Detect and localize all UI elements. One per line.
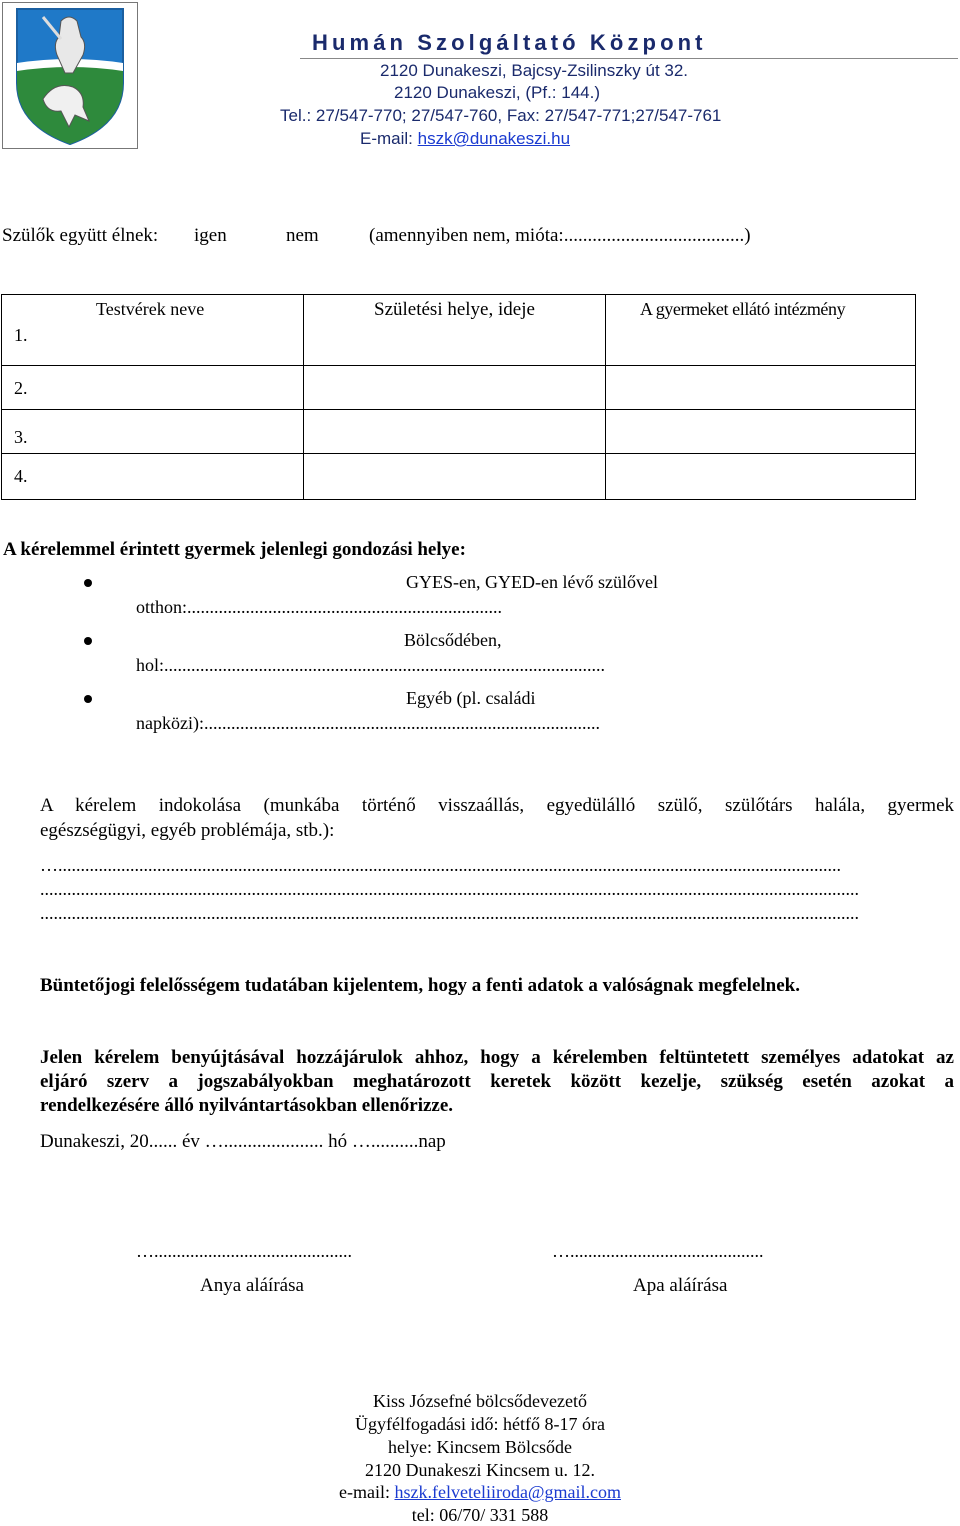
father-signature-line[interactable]: …...........................................: [552, 1241, 764, 1261]
phone-fax-line: Tel.: 27/547-770; 27/547-760, Fax: 27/547-771;27/547-761: [280, 106, 722, 125]
email-line: [360, 129, 570, 149]
criminal-liability-declaration: Büntetőjogi felelősségem tudatában kijelentem, hogy a fenti adatok a valóságnak megfelelnek.: [40, 975, 800, 996]
table-cell[interactable]: [606, 295, 916, 366]
header-sibling-name: Testvérek neve: [96, 299, 205, 319]
footer-email-label: e-mail:: [339, 1482, 395, 1502]
address-pobox: 2120 Dunakeszi, (Pf.: 144.): [394, 83, 601, 102]
justification-line-2: egészségügyi, egyéb problémája, stb.):: [40, 820, 335, 841]
table-row: [2, 295, 916, 366]
option-no[interactable]: nem: [286, 225, 319, 246]
footer-email-link[interactable]: hszk.felveteliiroda@gmail.com: [394, 1482, 621, 1502]
consent-line-2: eljáró szerv a jogszabályokban meghatározott keretek között kezelje, szükség esetén azokat a: [40, 1071, 954, 1092]
header-institution: A gyermeket ellátó intézmény: [640, 299, 846, 319]
table-cell[interactable]: [304, 454, 606, 500]
justification-line-1: A kérelem indokolása (munkába történő visszaállás, egyedülálló szülő, szülőtárs halála, gyermek: [40, 795, 954, 816]
care-option-nursery: Bölcsődében,: [404, 630, 502, 650]
table-cell[interactable]: [304, 295, 606, 366]
table-row: [2, 410, 916, 454]
row-number: 2.: [14, 378, 28, 398]
header-birth-place-date: Születési helye, ideje: [374, 299, 535, 320]
table-cell[interactable]: [606, 454, 916, 500]
father-signature-label: Apa aláírása: [633, 1275, 728, 1296]
bullet-icon: [84, 579, 92, 587]
office-address: 2120 Dunakeszi Kincsem u. 12.: [365, 1460, 595, 1480]
table-cell[interactable]: [2, 454, 304, 500]
email-link[interactable]: hszk@dunakeszi.hu: [417, 129, 571, 148]
care-option-other-detail: napközi):........................................................................................: [136, 713, 600, 733]
table-cell[interactable]: [2, 295, 304, 366]
row-number: 1.: [14, 325, 28, 345]
bullet-icon: [84, 695, 92, 703]
separation-since: (amennyiben nem, mióta:......................................): [369, 225, 751, 246]
contact-name: Kiss Józsefné bölcsődevezető: [373, 1391, 587, 1411]
table-row: [2, 366, 916, 410]
mother-signature-label: Anya aláírása: [200, 1275, 304, 1296]
consent-line-1: Jelen kérelem benyújtásával hozzájárulok ahhoz, hogy a kérelemben feltüntetett személyes adatokat az: [40, 1047, 954, 1068]
office-place: helye: Kincsem Bölcsőde: [388, 1437, 572, 1457]
mother-signature-line[interactable]: …............................................: [136, 1241, 352, 1261]
care-option-nursery-detail: hol:..................................................................................................: [136, 655, 606, 675]
row-number: 3.: [14, 427, 28, 447]
footer-email-line: [0, 1482, 960, 1503]
table-row: [2, 454, 916, 500]
siblings-table: [1, 294, 916, 500]
parents-together-label: Szülők együtt élnek:: [2, 225, 159, 246]
table-cell[interactable]: [304, 366, 606, 410]
footer-phone: tel: 06/70/ 331 588: [411, 1505, 549, 1525]
header-rule: [300, 58, 958, 59]
table-cell[interactable]: [606, 366, 916, 410]
office-hours: Ügyfélfogadási idő: hétfő 8-17 óra: [355, 1414, 605, 1434]
justification-blank-line[interactable]: ......................................................................................................................................................................................: [40, 903, 859, 923]
care-option-home: GYES-en, GYED-en lévő szülővel: [406, 572, 658, 592]
email-label: E-mail:: [360, 129, 418, 148]
table-cell[interactable]: [304, 410, 606, 454]
consent-line-3: rendelkezésére álló nyilvántartásokban ellenőrizze.: [40, 1095, 454, 1116]
table-cell[interactable]: [2, 366, 304, 410]
city-crest: [2, 2, 138, 149]
place-date-line[interactable]: Dunakeszi, 20...... év …..................... hó …..........nap: [40, 1131, 446, 1152]
table-cell[interactable]: [2, 410, 304, 454]
organization-name: Humán Szolgáltató Központ: [312, 30, 707, 55]
address-street: 2120 Dunakeszi, Bajcsy-Zsilinszky út 32.: [380, 61, 689, 80]
crest-icon: [3, 3, 137, 148]
option-yes[interactable]: igen: [194, 225, 227, 246]
care-section-title: A kérelemmel érintett gyermek jelenlegi gondozási helye:: [3, 539, 466, 560]
table-cell[interactable]: [606, 410, 916, 454]
justification-blank-line[interactable]: …..............................................................................................................................................................................: [40, 855, 841, 875]
care-option-home-detail: otthon:......................................................................: [136, 597, 503, 617]
care-option-other: Egyéb (pl. családi: [406, 688, 536, 708]
bullet-icon: [84, 637, 92, 645]
row-number: 4.: [14, 466, 28, 486]
justification-blank-line[interactable]: ......................................................................................................................................................................................: [40, 879, 859, 899]
